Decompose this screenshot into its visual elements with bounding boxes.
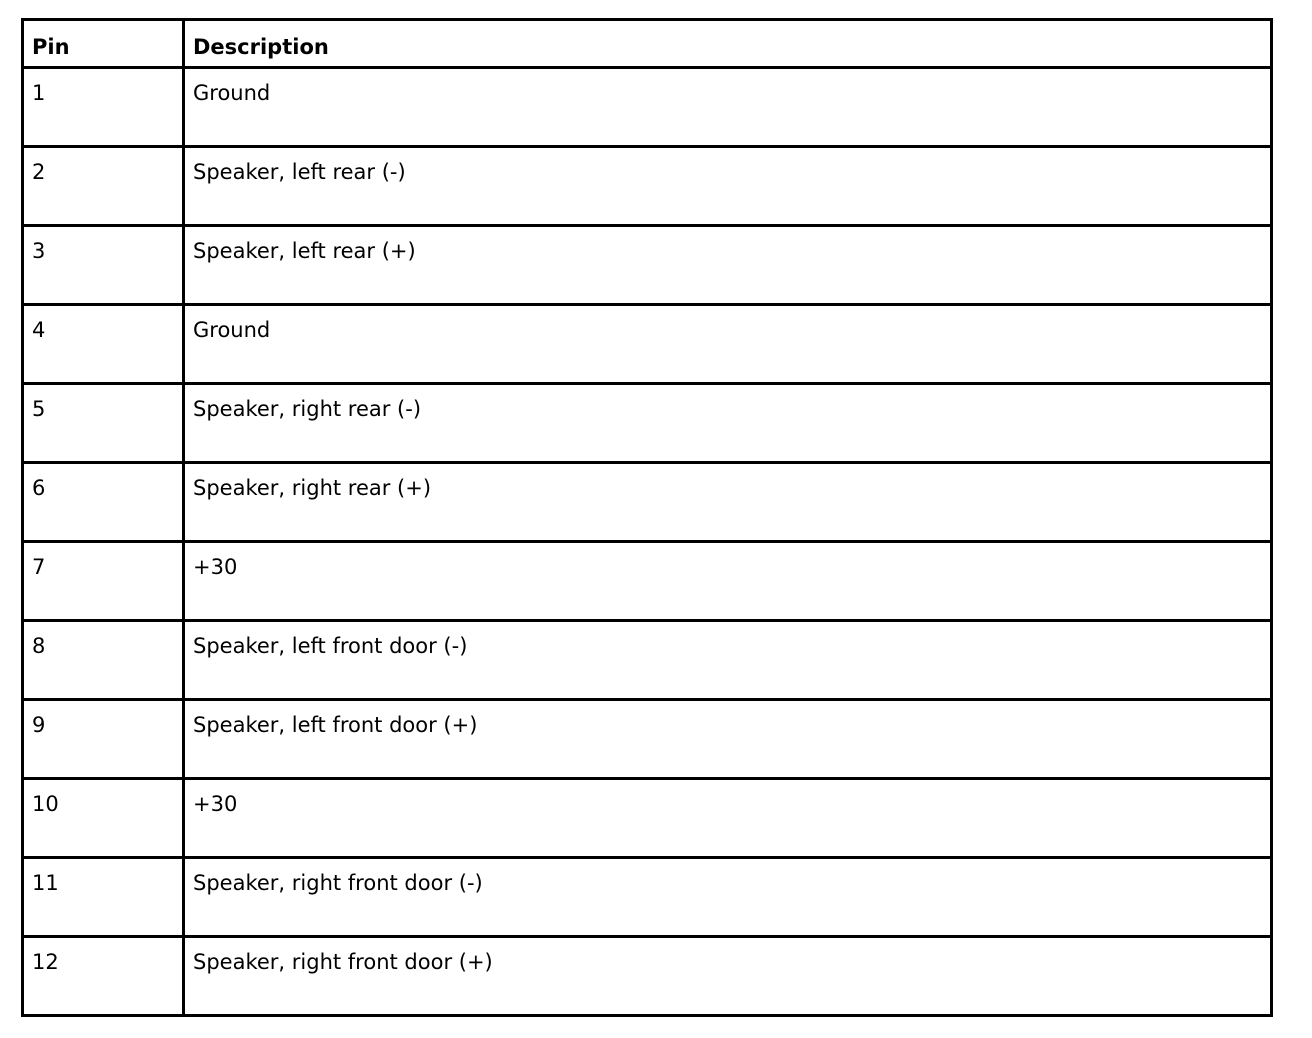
description-cell: Speaker, left rear (-) (184, 147, 1272, 226)
pin-cell: 3 (23, 226, 184, 305)
pin-cell: 10 (23, 779, 184, 858)
table-row (23, 226, 1272, 305)
table-row (23, 463, 1272, 542)
table-row (23, 305, 1272, 384)
header-pin: Pin (23, 20, 184, 68)
header-description: Description (184, 20, 1272, 68)
table-row (23, 937, 1272, 1016)
description-cell: Ground (184, 68, 1272, 147)
description-cell: Speaker, right front door (+) (184, 937, 1272, 1016)
description-cell: Speaker, right rear (+) (184, 463, 1272, 542)
table-row (23, 384, 1272, 463)
pin-cell: 12 (23, 937, 184, 1016)
pin-cell: 11 (23, 858, 184, 937)
description-cell: +30 (184, 779, 1272, 858)
description-cell: Ground (184, 305, 1272, 384)
pin-cell: 1 (23, 68, 184, 147)
pin-cell: 7 (23, 542, 184, 621)
description-cell: +30 (184, 542, 1272, 621)
pin-cell: 5 (23, 384, 184, 463)
pin-assignment-table (21, 18, 1273, 1017)
table-row (23, 147, 1272, 226)
table-row (23, 621, 1272, 700)
pin-cell: 9 (23, 700, 184, 779)
pin-cell: 4 (23, 305, 184, 384)
description-cell: Speaker, left front door (+) (184, 700, 1272, 779)
table-row (23, 542, 1272, 621)
table-row (23, 858, 1272, 937)
table-row (23, 700, 1272, 779)
table-row (23, 68, 1272, 147)
description-cell: Speaker, left rear (+) (184, 226, 1272, 305)
pin-cell: 2 (23, 147, 184, 226)
pin-cell: 8 (23, 621, 184, 700)
description-cell: Speaker, right front door (-) (184, 858, 1272, 937)
description-cell: Speaker, left front door (-) (184, 621, 1272, 700)
pin-cell: 6 (23, 463, 184, 542)
table-header-row (23, 20, 1272, 68)
table-row (23, 779, 1272, 858)
description-cell: Speaker, right rear (-) (184, 384, 1272, 463)
